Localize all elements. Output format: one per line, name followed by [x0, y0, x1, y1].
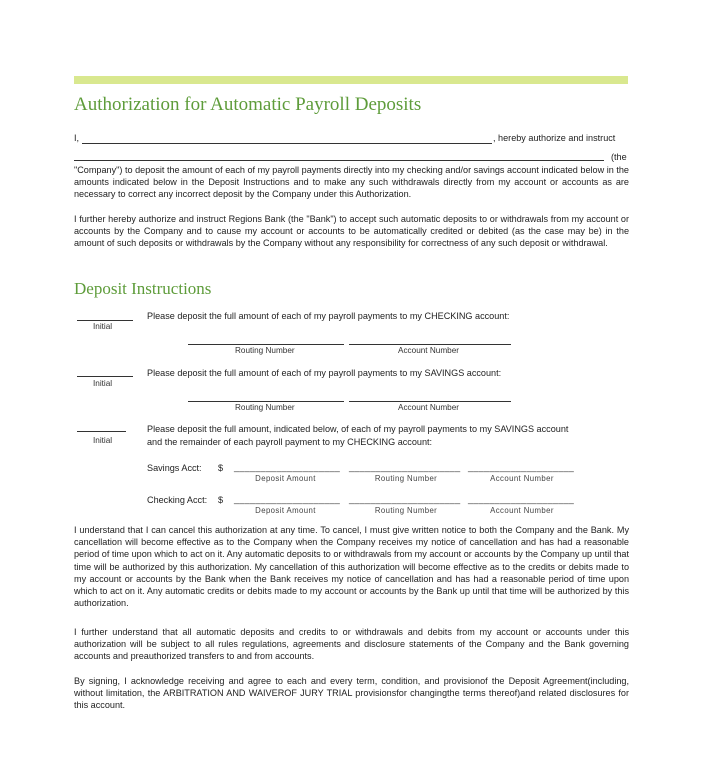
- deposit-instructions-heading: Deposit Instructions: [74, 279, 212, 298]
- checking-instruction: Please deposit the full amount of each of my payroll payments to my CHECKING account:: [147, 311, 510, 321]
- savings-routing-field[interactable]: [188, 401, 344, 402]
- account-number-label: Account Number: [398, 346, 459, 355]
- closing-paragraph-2: I further understand that all automatic deposits and credits to or withdrawals and debits from my account or accounts under this authorization will be subject to all rules regulations, agreements and disclosure statements of the Company and the Bank governing accounts and preauthorized transfers to and from accounts.: [74, 627, 629, 662]
- checking-deposit-amount-field[interactable]: ____________________: [234, 494, 341, 504]
- routing-number-label: Routing Number: [235, 403, 295, 412]
- routing-number-label: Routing Number: [235, 346, 295, 355]
- savings-account-field-split[interactable]: ____________________: [468, 462, 575, 472]
- header-accent-bar: [74, 76, 628, 84]
- closing-paragraph-1: I understand that I can cancel this authorization at any time. To cancel, I must give written notice to both the Company and the Bank. My cancellation will become effective as to the Company when the Company receives my notice of cancellation and has had a reasonable period of time upon which to act on it. Any automatic deposits to or withdrawals from my account or accounts by the Company up until that time will be authorized by this authorization. My cancellation of this authorization will become effective as to the credits or debits made to my account or accounts by the Bank when the Bank receives my notice of cancellation and has had a reasonable period of time upon which to act on it. Any automatic credits or debits made to my account or accounts by the Bank up until that time will be authorized by this authorization.: [74, 525, 630, 609]
- routing-number-caption: Routing Number: [374, 506, 438, 515]
- savings-instruction: Please deposit the full amount of each of my payroll payments to my SAVINGS account:: [147, 368, 502, 378]
- split-instruction-line-1: Please deposit the full amount, indicated below, of each of my payroll payments to my SAVINGS account: [147, 424, 569, 434]
- hereby-text: , hereby authorize and instruct: [493, 133, 616, 143]
- checking-routing-field[interactable]: [188, 344, 344, 345]
- checking-acct-label: Checking Acct:: [147, 495, 208, 505]
- initial-savings-field[interactable]: [77, 376, 133, 377]
- routing-number-caption: Routing Number: [374, 474, 438, 483]
- deposit-amount-caption: Deposit Amount: [255, 474, 316, 483]
- intro-paragraph-2: I further hereby authorize and instruct Regions Bank (the "Bank") to accept such automatic deposits to or withdrawals from my account or accounts by the Company and to cause my account or accounts to be automatically credited or debited (as the case may be) in the amount of such deposits or withdrawals by the Company without any responsibility for correctness of any such deposit or withdrawal.: [74, 214, 629, 249]
- company-field[interactable]: [74, 160, 604, 161]
- dollar-sign: $: [218, 463, 224, 473]
- account-number-label: Account Number: [398, 403, 459, 412]
- savings-account-field[interactable]: [349, 401, 511, 402]
- dollar-sign: $: [218, 495, 224, 505]
- initial-split-field[interactable]: [77, 431, 126, 432]
- initial-label: Initial: [93, 436, 113, 445]
- checking-account-field[interactable]: [349, 344, 511, 345]
- checking-routing-field-split[interactable]: _____________________: [349, 494, 461, 504]
- initial-checking-field[interactable]: [77, 320, 133, 321]
- account-number-caption: Account Number: [490, 506, 554, 515]
- i-label: I,: [74, 133, 80, 143]
- initial-label: Initial: [93, 379, 113, 388]
- name-field[interactable]: [82, 143, 492, 144]
- split-instruction-line-2: and the remainder of each payroll payment to my CHECKING account:: [147, 437, 433, 447]
- checking-account-field-split[interactable]: ____________________: [468, 494, 575, 504]
- the-text: (the: [611, 152, 627, 162]
- savings-acct-label: Savings Acct:: [147, 463, 202, 473]
- deposit-amount-caption: Deposit Amount: [255, 506, 316, 515]
- savings-routing-field-split[interactable]: _____________________: [349, 462, 461, 472]
- page-title: Authorization for Automatic Payroll Deposits: [74, 94, 422, 115]
- savings-deposit-amount-field[interactable]: ____________________: [234, 462, 341, 472]
- initial-label: Initial: [93, 322, 113, 331]
- account-number-caption: Account Number: [490, 474, 554, 483]
- closing-paragraph-3: By signing, I acknowledge receiving and agree to each and every term, condition, and provisionof the Deposit Agreement(including, without limitation, the ARBITRATION AND WAIVEROF JURY TRIAL provisionsfor changingthe terms thereof)and related disclosures for this account.: [74, 676, 629, 711]
- intro-paragraph-1: "Company") to deposit the amount of each of my payroll payments directly into my checking and/or savings account indicated below in the amounts indicated below in the Deposit Instructions and to make any such withdrawals directly from my account or accounts as are necessary to correct any incorrect deposit by the Company under this Authorization.: [74, 165, 629, 200]
